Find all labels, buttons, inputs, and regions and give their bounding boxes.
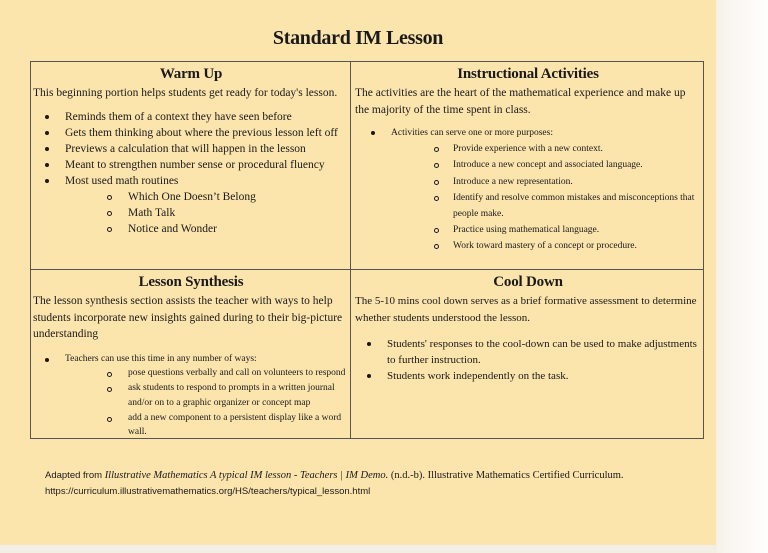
instructional-intro: The activities are the heart of the mathematical experience and make up the majority of the time spent in class. <box>355 87 686 116</box>
sub-list-item: Introduce a new representation. <box>391 174 701 190</box>
routines-list <box>65 189 349 237</box>
instructional-list <box>355 125 701 255</box>
citation-footer <box>45 468 685 500</box>
grid-divider-horizontal <box>31 269 703 270</box>
cool-down-list <box>355 336 701 384</box>
sub-list-item: Introduce a new concept and associated language. <box>391 157 701 173</box>
list-item <box>355 125 701 255</box>
warm-up-intro: This beginning portion helps students get ready for today's lesson. <box>33 87 338 99</box>
scan-margin <box>716 0 768 553</box>
list-item-label: Teachers can use this time in any number of ways: <box>65 353 257 364</box>
list-item-label: Most used math routines <box>65 174 179 187</box>
list-item: Gets them thinking about where the previous lesson left off <box>33 125 349 141</box>
citation-text: (n.d.-b). Illustrative Mathematics Certified Curriculum. <box>390 470 624 481</box>
citation-url: https://curriculum.illustrativemathematics.org/HS/teachers/typical_lesson.html <box>45 486 371 497</box>
sub-list-item: ask students to respond to prompts in a written journal and/or on to a graphic organizer or concept map <box>65 381 349 411</box>
instructional-heading: Instructional Activities <box>457 66 599 82</box>
lesson-synthesis-section <box>33 274 349 439</box>
citation-source-title: Illustrative Mathematics A typical IM lesson - Teachers | IM Demo. <box>104 470 389 481</box>
sub-list-item: add a new component to a persistent display like a word wall. <box>65 411 349 439</box>
synthesis-intro: The lesson synthesis section assists the teacher with ways to help students incorporate new insights gained during to their big-picture understanding <box>33 295 343 340</box>
list-item: Previews a calculation that will happen in the lesson <box>33 141 349 157</box>
sub-list-item: Math Talk <box>65 205 349 221</box>
synthesis-heading: Lesson Synthesis <box>138 274 244 290</box>
instructional-activities-section <box>355 66 701 268</box>
sub-list-item: Work toward mastery of a concept or procedure. <box>391 238 701 254</box>
citation-prefix: Adapted from <box>45 470 103 481</box>
sub-list-item: Provide experience with a new context. <box>391 141 701 157</box>
sub-list-item: pose questions verbally and call on volunteers to respond <box>65 366 349 381</box>
list-item: Students' responses to the cool-down can be used to make adjustments to further instruction. <box>355 336 701 368</box>
synthesis-list <box>33 352 349 440</box>
list-item-label: Activities can serve one or more purposes: <box>391 128 553 138</box>
scan-margin-bottom <box>0 545 716 553</box>
warm-up-list <box>33 109 349 237</box>
lesson-grid <box>30 61 704 439</box>
sub-list-item: Identify and resolve common mistakes and misconceptions that people make. <box>391 190 701 222</box>
cool-down-heading: Cool Down <box>493 274 563 290</box>
warm-up-heading: Warm Up <box>159 66 223 82</box>
warm-up-section <box>33 66 349 268</box>
grid-divider-vertical <box>350 62 351 438</box>
list-item <box>33 173 349 237</box>
cool-down-intro: The 5-10 mins cool down serves as a brief formative assessment to determine whether students understood the lesson. <box>355 295 697 324</box>
purposes-list <box>391 141 701 254</box>
list-item <box>33 352 349 440</box>
ways-list <box>65 366 349 439</box>
sub-list-item: Notice and Wonder <box>65 221 349 237</box>
page-title: Standard IM Lesson <box>272 27 444 49</box>
sub-list-item: Which One Doesn’t Belong <box>65 189 349 205</box>
sub-list-item: Practice using mathematical language. <box>391 222 701 238</box>
list-item: Meant to strengthen number sense or procedural fluency <box>33 157 349 173</box>
cool-down-section <box>355 274 701 439</box>
list-item: Reminds them of a context they have seen before <box>33 109 349 125</box>
list-item: Students work independently on the task. <box>355 368 701 384</box>
